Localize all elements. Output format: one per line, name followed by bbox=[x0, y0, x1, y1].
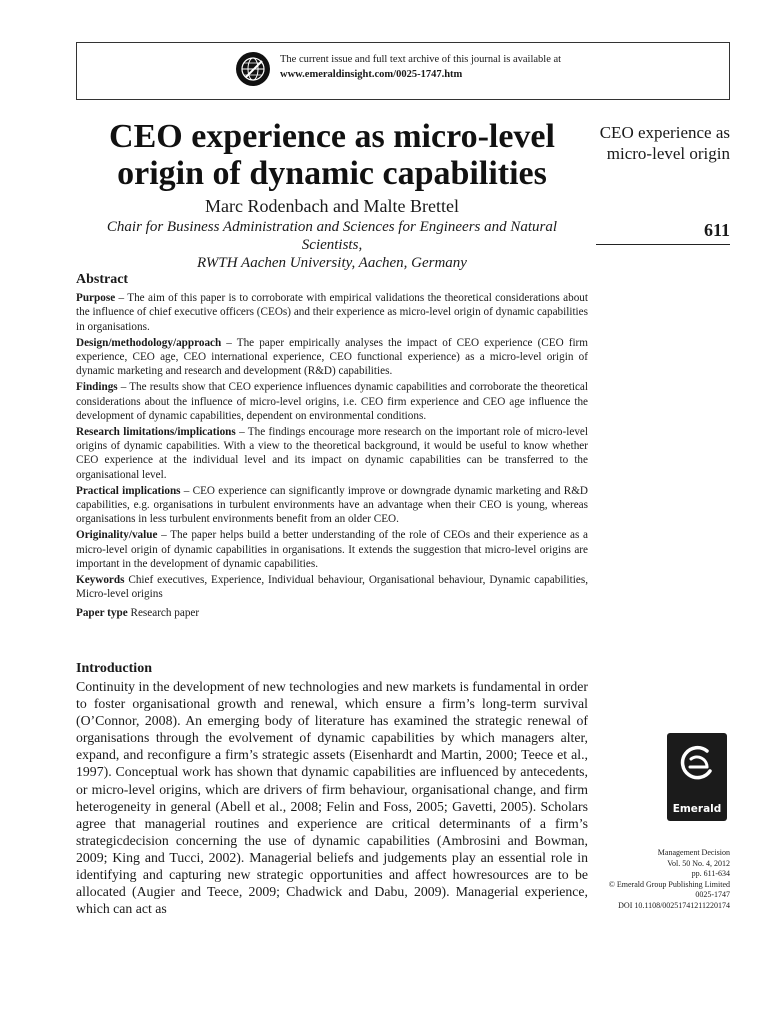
journal-doi: DOI 10.1108/00251741211220174 bbox=[618, 900, 730, 910]
keywords-label: Keywords bbox=[76, 574, 125, 587]
introduction-section bbox=[76, 661, 588, 917]
journal-volume: Vol. 50 No. 4, 2012 bbox=[667, 858, 730, 868]
journal-availability-box bbox=[76, 42, 730, 100]
journal-issn: 0025-1747 bbox=[695, 890, 730, 900]
running-title: CEO experience as micro-level origin bbox=[599, 123, 730, 163]
abstract-section bbox=[76, 425, 588, 482]
abstract-section bbox=[76, 484, 588, 527]
keywords-text: Chief executives, Experience, Individual behaviour, Organisational behaviour, Dynamic capabilities, Micro-level origins bbox=[76, 574, 588, 601]
page-number-rule bbox=[596, 244, 730, 245]
abstract-section bbox=[76, 528, 588, 571]
abstract-section-label: Design/methodology/approach bbox=[76, 336, 222, 349]
globe-icon bbox=[235, 51, 271, 87]
paper-type bbox=[76, 606, 588, 620]
abstract-section-text: – CEO experience can significantly improve or downgrade dynamic marketing and R&D capabilities, e.g. organisations in turbulent environments have an advantage when their CEO is young, whereas organisations in less turbulent environments benefit from an older CEO. bbox=[76, 484, 588, 526]
availability-text: The current issue and full text archive of this journal is available at bbox=[280, 54, 562, 65]
introduction-body: Continuity in the development of new technologies and new markets is fundamental in order to foster organisational growth and renewal, which ensure a firm’s long-term survival (O’Connor, 2008). An emerging body of literature has examined the strategic renewal of organisations through the evolvement of dynamic capabilities by which managers alter, expand, and reconfigure a firm’s strategic assets (Eisenhardt and Martin, 2000; Teece et al., 1997). Conceptual work has shown that dynamic capabilities are influenced by antecedents, or micro-level origins, which are drivers of firm behaviour, organisational change, and firm heterogeneity in general (Abell et al., 2008; Felin and Foss, 2005; Gavetti, 2005). Scholars agree that managerial routines and experience are critical determinants of a firm’s strategicdecision concerning the use of dynamic capabilities (Ambrosini and Bowman, 2009; King and Tucci, 2002). Managerial beliefs and judgements play an essential role in identifying and capturing new strategic opportunities and affect howresources are to be allocated (Augier and Teece, 2009; Chadwick and Dabu, 2009). Managerial experience, which can act as bbox=[76, 679, 588, 917]
emerald-logo-icon bbox=[677, 741, 717, 791]
abstract-heading: Abstract bbox=[76, 272, 129, 287]
page-number: 611 bbox=[703, 220, 730, 240]
abstract-section-text: – The paper empirically analyses the impact of CEO experience (CEO firm experience, CEO age, CEO international experience, CEO functional experience) as a micro-level origin of dynamic marketing and research and development (R&D) capabilities. bbox=[76, 336, 588, 378]
emerald-logo-text: Emerald bbox=[672, 803, 722, 815]
affiliation-line-1: Chair for Business Administration and Sciences for Engineers and Natural Scientists, bbox=[106, 219, 558, 253]
paper-type-label: Paper type bbox=[76, 607, 128, 620]
journal-pages: pp. 611-634 bbox=[691, 869, 730, 879]
abstract bbox=[76, 273, 588, 623]
abstract-section-label: Practical implications bbox=[76, 484, 181, 497]
abstract-section bbox=[76, 336, 588, 379]
abstract-section-text: – The paper helps build a better understanding of the role of CEOs and their experience as a micro-level origin of dynamic capabilities in organisations. It extends the suggestion that micro-level origins are important in the development of dynamic capabilities. bbox=[76, 529, 588, 570]
abstract-section bbox=[76, 291, 588, 334]
abstract-section-text: – The results show that CEO experience influences dynamic capabilities and corroborate the theoretical considerations about the influence of micro-level origins, i.e. CEO firm experience and CEO age influence the development of dynamic capabilities, dependent on environmental conditions. bbox=[76, 381, 588, 422]
journal-copyright: © Emerald Group Publishing Limited bbox=[608, 879, 730, 889]
abstract-section-label: Findings bbox=[76, 381, 118, 394]
abstract-section-text: – The aim of this paper is to corroborate with empirical validations the theoretical considerations about the influence of chief executive officers (CEOs) and their experience as micro-level origin of dynamic capabilities in organisations. bbox=[76, 292, 588, 333]
journal-citation-info bbox=[576, 848, 730, 912]
journal-name: Management Decision bbox=[657, 848, 730, 857]
paper-authors: Marc Rodenbach and Malte Brettel bbox=[205, 196, 459, 216]
abstract-sections bbox=[76, 291, 588, 571]
abstract-section-text: – The findings encourage more research on the important role of micro-level origins of dynamic capabilities. With a view to the theoretical background, it would be useful to know whether CEO experience at the individual level and its impact on dynamic capabilities can be transferred to the organisational level. bbox=[76, 426, 588, 481]
abstract-section bbox=[76, 380, 588, 423]
paper-type-text: Research paper bbox=[127, 607, 200, 620]
emerald-logo bbox=[667, 733, 727, 821]
introduction-heading: Introduction bbox=[76, 661, 152, 676]
affiliation-line-2: RWTH Aachen University, Aachen, Germany bbox=[197, 255, 467, 271]
author-affiliation bbox=[76, 218, 588, 272]
abstract-section-label: Research limitations/implications bbox=[76, 426, 236, 439]
paper-title: CEO experience as micro-level origin of dynamic capabilities bbox=[109, 118, 555, 192]
journal-url[interactable]: www.emeraldinsight.com/0025-1747.htm bbox=[280, 69, 463, 80]
abstract-section-label: Purpose bbox=[76, 292, 116, 305]
abstract-section-label: Originality/value bbox=[76, 529, 158, 542]
keywords bbox=[76, 573, 588, 601]
